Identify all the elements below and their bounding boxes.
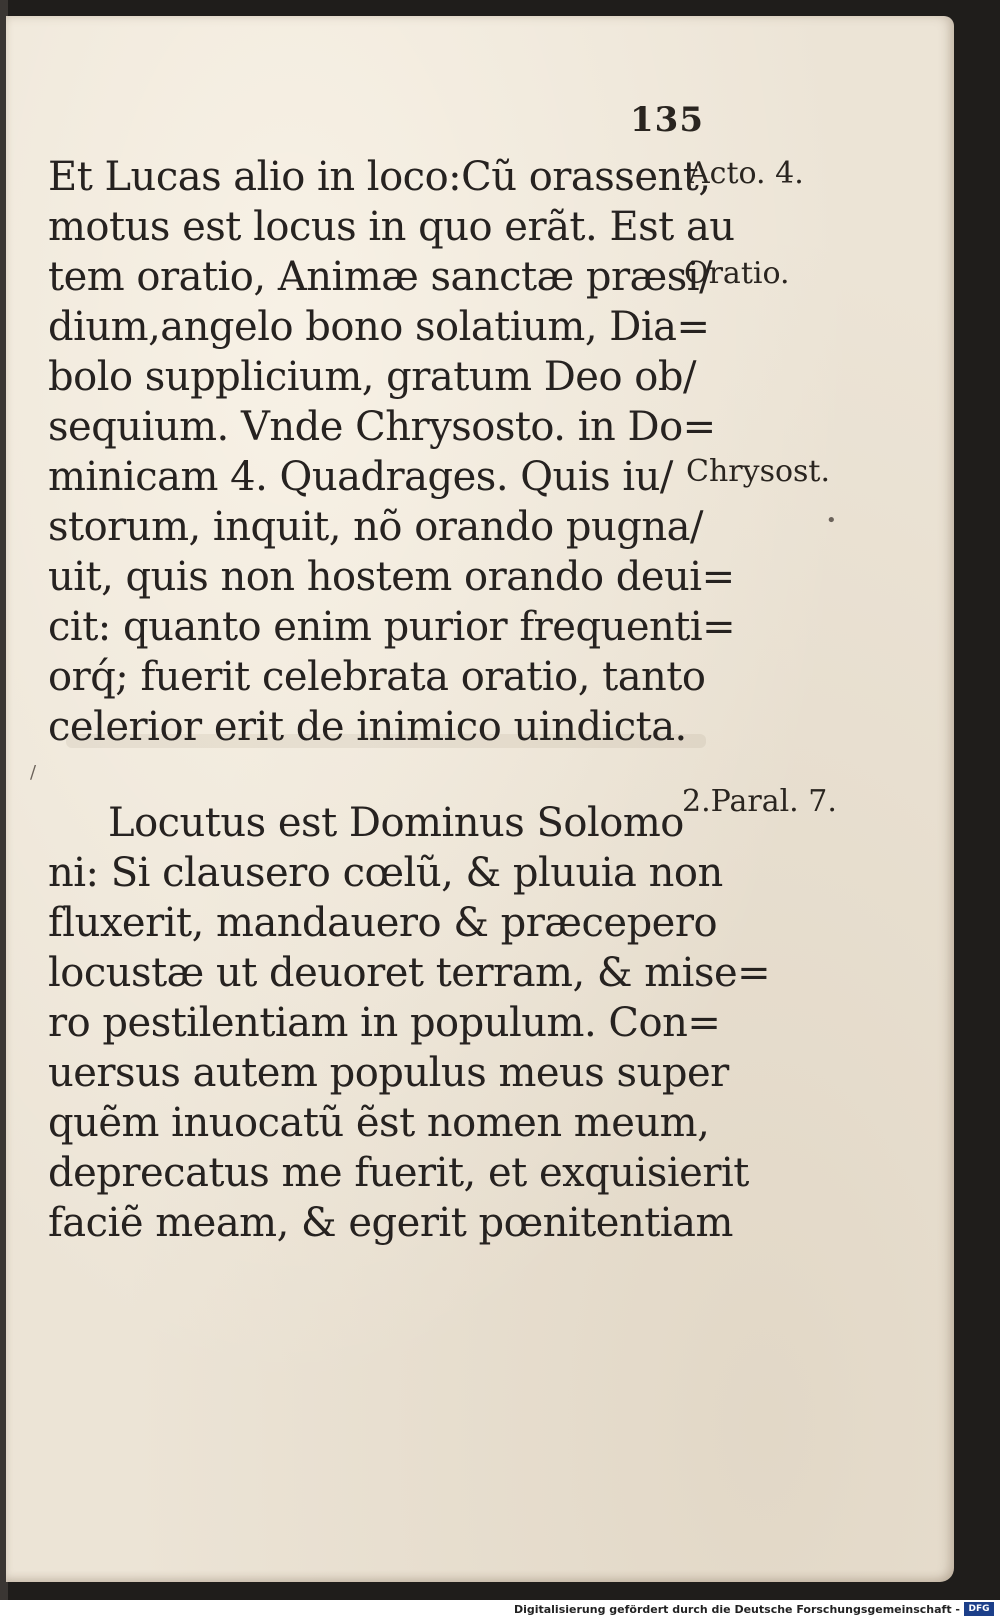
paragraph-1 (48, 152, 736, 752)
page-number: 135 (630, 100, 704, 140)
text-line: locustæ ut deuoret terram, & mise= (48, 950, 771, 996)
dfg-logo: DFG (964, 1602, 994, 1616)
text-line: storum, inquit, nõ orando pugna/ (48, 504, 703, 550)
text-line: tem oratio, Animæ sanctæ præsi/ (48, 254, 713, 300)
text-line: minicam 4. Quadrages. Quis iu/ (48, 454, 673, 500)
text-line: celerior erit de inimico uindicta. (48, 704, 687, 750)
paragraph-2 (48, 798, 771, 1248)
footer-credit: Digitalisierung gefördert durch die Deutsche Forschungsgemeinschaft - (513, 1603, 960, 1616)
text-line: ro pestilentiam in populum. Con= (48, 1000, 721, 1046)
text-line: uit, quis non hostem orando deui= (48, 554, 735, 600)
margin-note-paral: 2.Paral. 7. (682, 784, 837, 819)
text-line: deprecatus me fuerit, et exquisierit (48, 1150, 749, 1196)
text-line: sequium. Vnde Chrysosto. in Do= (48, 404, 716, 450)
text-line: uersus autem populus meus super (48, 1050, 729, 1096)
text-line: quẽm inuocatũ ẽst nomen meum, (48, 1100, 710, 1146)
text-line: cit: quanto enim purior frequenti= (48, 604, 736, 650)
text-line: orq́; fuerit celebrata oratio, tanto (48, 654, 706, 700)
text-line: bolo supplicium, gratum Deo ob/ (48, 354, 696, 400)
text-line: Locutus est Dominus Solomo (108, 800, 684, 846)
book-page (6, 16, 954, 1582)
text-line: dium,angelo bono solatium, Dia= (48, 304, 710, 350)
margin-note-acto: Acto. 4. (688, 156, 804, 191)
stray-dot: • (826, 510, 837, 531)
text-line: ni: Si clausero cœlũ, & pluuia non (48, 850, 723, 896)
paragraph-gap (48, 752, 698, 798)
stray-mark: / (30, 762, 37, 783)
text-line: fluxerit, mandauero & præcepero (48, 900, 718, 946)
text-line: Et Lucas alio in loco:Cũ orassent, (48, 154, 711, 200)
text-line: motus est locus in quo erãt. Est au (48, 204, 735, 250)
margin-note-chrysost: Chrysost. (686, 454, 831, 489)
margin-note-oratio: Oratio. (684, 256, 790, 291)
text-line: faciẽ meam, & egerit pœnitentiam (48, 1200, 733, 1246)
